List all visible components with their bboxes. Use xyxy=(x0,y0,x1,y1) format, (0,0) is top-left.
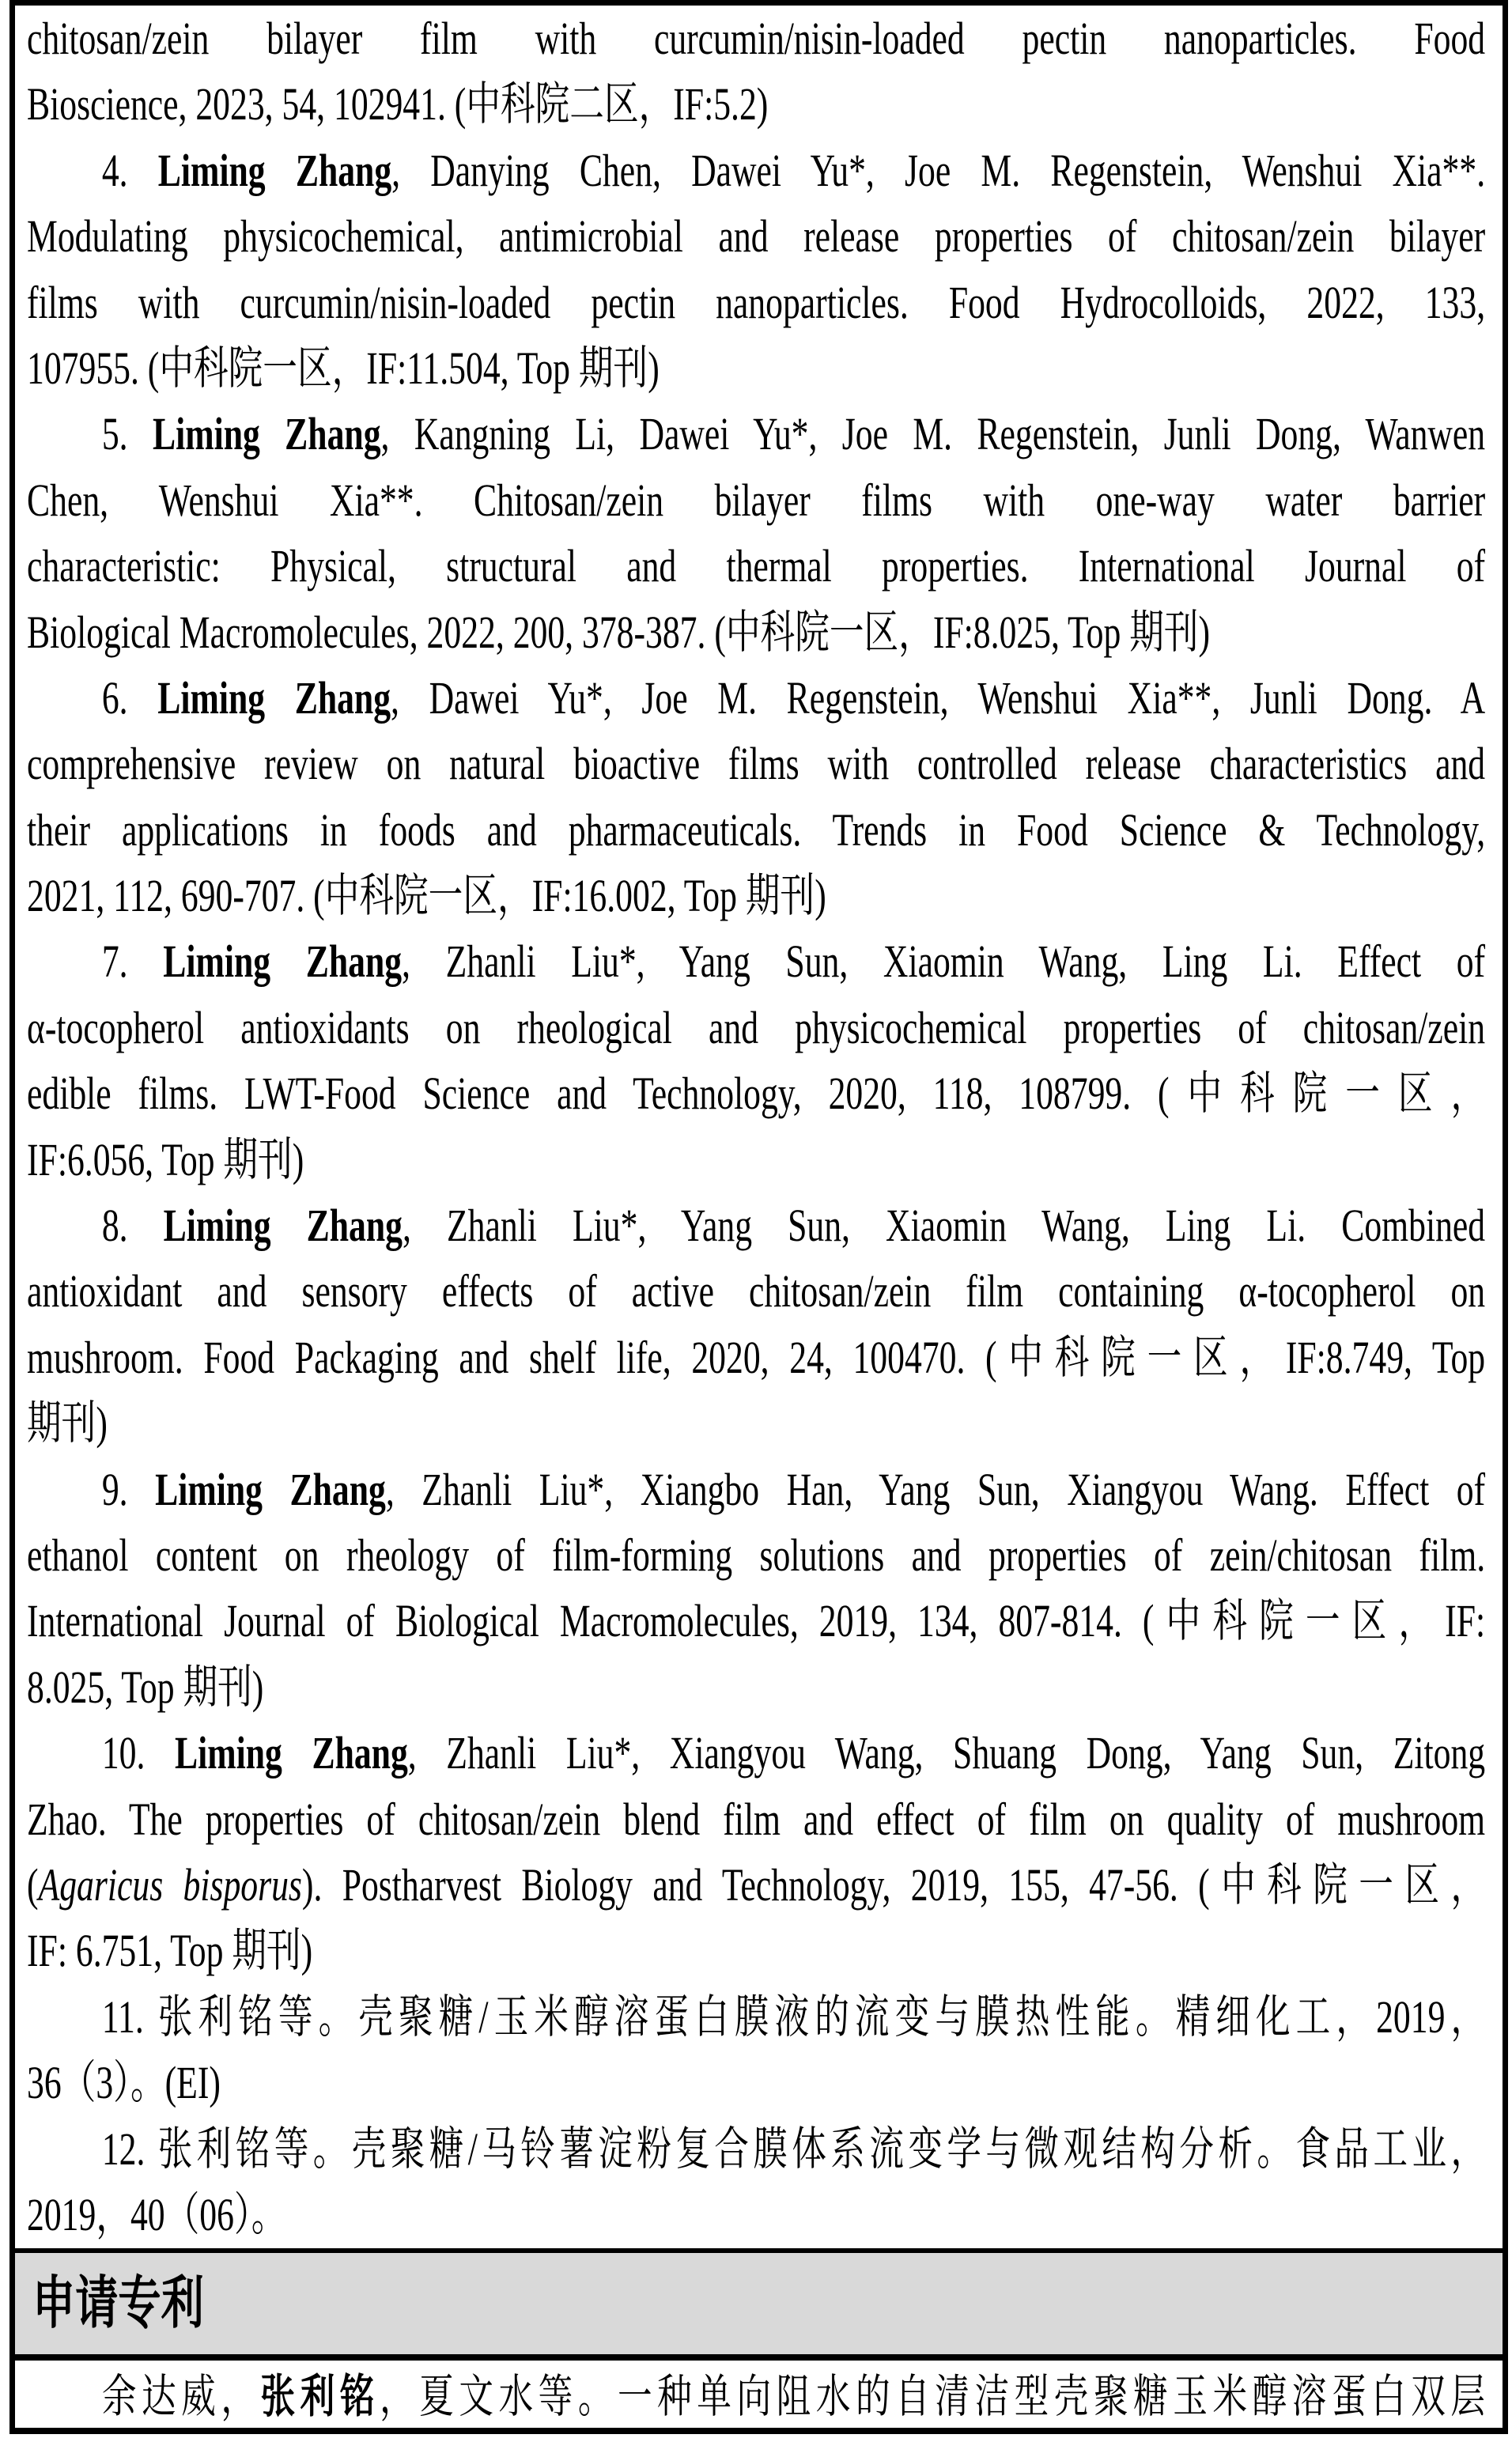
text-run: Bioscience, 2023, 54, 102941. (中科院二区，IF:5.2) xyxy=(27,78,769,130)
text-run: ethanol content on rheology of film-forming solutions and properties of zein/chitosan film. xyxy=(27,1529,1486,1581)
text-run: Liming Zhang xyxy=(163,1200,403,1252)
text-run: 107955. (中科院一区，IF:11.504, Top 期刊) xyxy=(27,342,660,394)
patent-line xyxy=(27,2364,1485,2429)
text-run: Zhao. The properties of chitosan/zein blend film and effect of film on quality of mushroom xyxy=(27,1793,1486,1845)
publication-line xyxy=(27,1984,1485,2050)
publication-line xyxy=(27,335,1485,401)
text-run: mushroom. Food Packaging and shelf life, 2020, 24, 100470. (中科院一区，IF:8.749, Top xyxy=(27,1331,1486,1383)
text-run: ). Postharvest Biology and Technology, 2019, 155, 47-56. (中科院一区， xyxy=(301,1858,1486,1911)
publication-line xyxy=(27,1522,1485,1588)
text-run: 2019，40（06）。 xyxy=(27,2188,286,2240)
text-run: 8.025, Top 期刊) xyxy=(27,1661,264,1713)
text-run: International Journal of Biological Macromolecules, 2019, 134, 807-814. (中科院一区，IF: xyxy=(27,1595,1486,1647)
text-run: , Zhanli Liu*, Xiangbo Han, Yang Sun, Xiangyou Wang. Effect of xyxy=(385,1463,1486,1515)
text-run: 5. xyxy=(101,408,153,460)
publication-line xyxy=(27,1060,1485,1126)
publication-line xyxy=(27,1390,1485,1456)
text-run: Liming Zhang xyxy=(163,936,403,988)
text-run: characteristic: Physical, structural and thermal properties. International Journal of xyxy=(27,540,1486,592)
text-run: Liming Zhang xyxy=(157,144,392,196)
publication-line xyxy=(27,1457,1485,1522)
text-run: Agaricus bisporus xyxy=(38,1858,302,1911)
text-run: IF: 6.751, Top 期刊) xyxy=(27,1925,313,1977)
publication-line xyxy=(27,2116,1485,2182)
text-run: Liming Zhang xyxy=(152,408,381,460)
publication-line xyxy=(27,401,1485,467)
text-run: , Danying Chen, Dawei Yu*, Joe M. Regenstein, Wenshui Xia**. xyxy=(391,144,1486,196)
text-run: 6. xyxy=(101,671,158,724)
patent-cell xyxy=(15,2361,1503,2431)
text-run: comprehensive review on natural bioactive films with controlled release characteristics and xyxy=(27,738,1486,790)
text-run: chitosan/zein bilayer film with curcumin/nisin-loaded pectin nanoparticles. Food xyxy=(27,13,1486,64)
publication-line xyxy=(27,1918,1485,1983)
text-run: 7. xyxy=(101,936,164,988)
publication-line xyxy=(27,1852,1485,1918)
publication-line xyxy=(27,1786,1485,1852)
patent-section-header-row xyxy=(15,2248,1503,2361)
text-run: ，夏文水等。一种单向阻水的自清洁型壳聚糖玉米醇溶蛋白双层 xyxy=(379,2371,1486,2422)
text-run: 余达威， xyxy=(101,2371,261,2422)
text-run: 张利铭 xyxy=(260,2371,380,2422)
publications-cell xyxy=(15,6,1503,2248)
publication-line xyxy=(27,2050,1485,2115)
text-run: antioxidant and sensory effects of active chitosan/zein film containing α-tocopherol on xyxy=(27,1265,1486,1317)
text-run: , Zhanli Liu*, Yang Sun, Xiaomin Wang, Ling Li. Effect of xyxy=(402,936,1486,988)
text-run: 期刊) xyxy=(27,1397,108,1450)
publication-line xyxy=(27,203,1485,269)
publication-line xyxy=(27,270,1485,335)
text-run: Modulating physicochemical, antimicrobial and release properties of chitosan/zein bilayer xyxy=(27,210,1486,263)
publication-line xyxy=(27,731,1485,796)
text-run: Chen, Wenshui Xia**. Chitosan/zein bilayer films with one-way water barrier xyxy=(27,474,1486,526)
text-run: edible films. LWT-Food Science and Technology, 2020, 118, 108799. (中科院一区， xyxy=(27,1068,1486,1120)
publication-line xyxy=(27,665,1485,731)
document-table xyxy=(9,0,1508,2434)
text-run: IF:6.056, Top 期刊) xyxy=(27,1133,304,1185)
publication-line xyxy=(27,1258,1485,1324)
text-run: 12. 张利铭等。壳聚糖/马铃薯淀粉复合膜体系流变学与微观结构分析。食品工业， xyxy=(101,2123,1486,2175)
publication-line xyxy=(27,1193,1485,1258)
text-run: Liming Zhang xyxy=(175,1727,408,1779)
text-run: 36（3）。(EI) xyxy=(27,2057,221,2109)
publication-line xyxy=(27,928,1485,994)
publication-line xyxy=(27,1127,1485,1193)
publication-line xyxy=(27,863,1485,928)
publication-line xyxy=(27,533,1485,599)
publication-line xyxy=(27,71,1485,137)
publication-line xyxy=(27,467,1485,533)
text-run: films with curcumin/nisin-loaded pectin nanoparticles. Food Hydrocolloids, 2022, 133, xyxy=(27,276,1486,328)
publication-line xyxy=(27,6,1485,71)
text-run: , Zhanli Liu*, Yang Sun, Xiaomin Wang, Ling Li. Combined xyxy=(402,1200,1486,1252)
publication-line xyxy=(27,138,1485,203)
text-run: ( xyxy=(27,1858,39,1911)
text-run: , Kangning Li, Dawei Yu*, Joe M. Regenstein, Junli Dong, Wanwen xyxy=(380,408,1486,460)
text-run: , Dawei Yu*, Joe M. Regenstein, Wenshui Xia**, Junli Dong. A xyxy=(391,671,1486,724)
text-run: Biological Macromolecules, 2022, 200, 378-387. (中科院一区，IF:8.025, Top 期刊) xyxy=(27,606,1211,658)
text-run: 4. xyxy=(101,144,158,196)
patent-section-title: 申请专利 xyxy=(32,2272,204,2335)
publication-line xyxy=(27,599,1485,665)
text-run: their applications in foods and pharmaceuticals. Trends in Food Science & Technology, xyxy=(27,803,1486,856)
publication-line xyxy=(27,2182,1485,2247)
text-run: 11. 张利铭等。壳聚糖/玉米醇溶蛋白膜液的流变与膜热性能。精细化工，2019， xyxy=(101,1990,1486,2043)
publication-line xyxy=(27,1654,1485,1720)
text-run: Liming Zhang xyxy=(155,1463,386,1515)
text-run: 9. xyxy=(101,1463,156,1515)
publication-line xyxy=(27,1588,1485,1654)
text-run: Liming Zhang xyxy=(157,671,391,724)
text-run: , Zhanli Liu*, Xiangyou Wang, Shuang Dong, Yang Sun, Zitong xyxy=(407,1727,1486,1779)
publication-line xyxy=(27,1720,1485,1786)
text-run: 8. xyxy=(101,1200,164,1252)
publication-line xyxy=(27,995,1485,1060)
text-run: 2021, 112, 690-707. (中科院一区，IF:16.002, Top 期刊) xyxy=(27,870,826,922)
publication-line xyxy=(27,1325,1485,1390)
text-run: 10. xyxy=(101,1727,176,1779)
publication-line xyxy=(27,797,1485,863)
text-run: α-tocopherol antioxidants on rheological and physicochemical properties of chitosan/zein xyxy=(27,1001,1486,1053)
